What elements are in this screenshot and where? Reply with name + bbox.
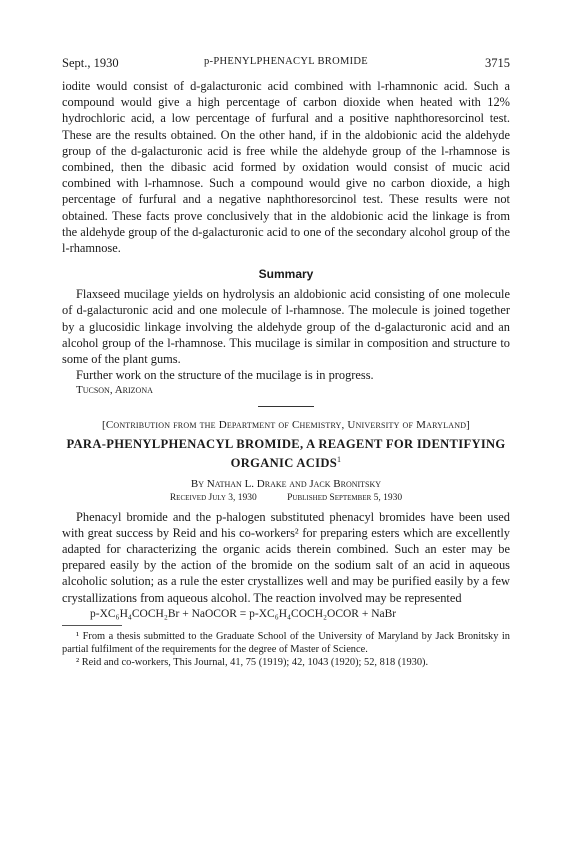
article-title [62,436,510,471]
article-dates [62,493,510,503]
footnote-divider [62,625,122,626]
header-title: p-PHENYLPHENACYL BROMIDE [203,56,369,67]
page [62,56,510,669]
article-authors: By Nathan L. Drake and Jack Bronitsky [190,477,382,490]
header-date: Sept., 1930 [62,56,119,70]
body-paragraph: iodite would consist of d-galacturonic acid combined with l-rhamnonic acid. Such a compound would give a high percentage of carbon dioxide when heated with 12% hydrochloric acid, a low percentage of furfural and a positive naphthoresorcinol test. These are the results obtained. On the other hand, if in the aldobionic acid the aldehyde group of the d-galacturonic acid is free while the aldehyde group of the l-rhamnose is combined, then the dibasic acid formed by oxidation would consist of mucic acid combined with l-rhamnose. Such a compound would give no carbon dioxide, a high percentage of furfural and a negative naphthoresorcinol test. These results were not obtained. These facts prove conclusively that in the aldobionic acid the linkage is from the aldehyde group of the d-galacturonic acid to one of the secondary alcohol group of the l-rhamnose. [62,79,510,256]
summary-paragraph-2: Further work on the structure of the mucilage is in progress. [76,368,374,383]
article-paragraph: Phenacyl bromide and the p-halogen substituted phenacyl bromides have been used with great success by Reid and his co-workers² for preparing esters which are excellently adapted for characterizing the organic acids therein combined. Such an ester may be prepared easily by the action of the bromide on the sodium salt of an acid in aqueous alcoholic solution; as a rule the ester crystallizes well and may be purified easily by a few crystallizations from aqueous alcohol. The reaction involved may be represented [62,509,510,605]
summary-paragraph: Flaxseed mucilage yields on hydrolysis an aldobionic acid consisting of one molecule of d-galacturonic acid and one molecule of l-rhamnose. The molecule is joined together by a glucosidic linkage involving the aldehyde group of the d-galacturonic acid and an alcohol group of the l-rhamnose. This mucilage is similar in composition and structure to some of the plant gums. [62,287,510,367]
title-footnote-mark: 1 [337,455,342,465]
article-title-text: PARA-PHENYLPHENACYL BROMIDE, A REAGENT FOR IDENTIFYING ORGANIC ACIDS [66,437,506,471]
summary-heading: Summary [258,267,314,282]
signoff-location: Tucson, Arizona [76,384,153,397]
page-number: 3715 [485,56,510,70]
contribution-line: [Contribution from the Department of Chemistry, University of Maryland] [101,419,471,432]
reaction-equation: p-XC₆H₄COCH₂Br + NaOCOR = p-XC₆H₄COCH₂OCOR + NaBr [90,607,397,620]
received-date: Received July 3, 1930 [169,492,257,503]
published-date: Published September 5, 1930 [287,492,403,503]
divider [258,406,314,407]
footnote-1: ¹ From a thesis submitted to the Graduate School of the University of Maryland by Jack Bronitsky in partial fulfilment of the requirements for the degree of Master of Science. [62,630,510,656]
running-header [62,56,510,78]
footnote-2: ² Reid and co-workers, This Journal, 41, 75 (1919); 42, 1043 (1920); 52, 818 (1930). [76,657,429,669]
